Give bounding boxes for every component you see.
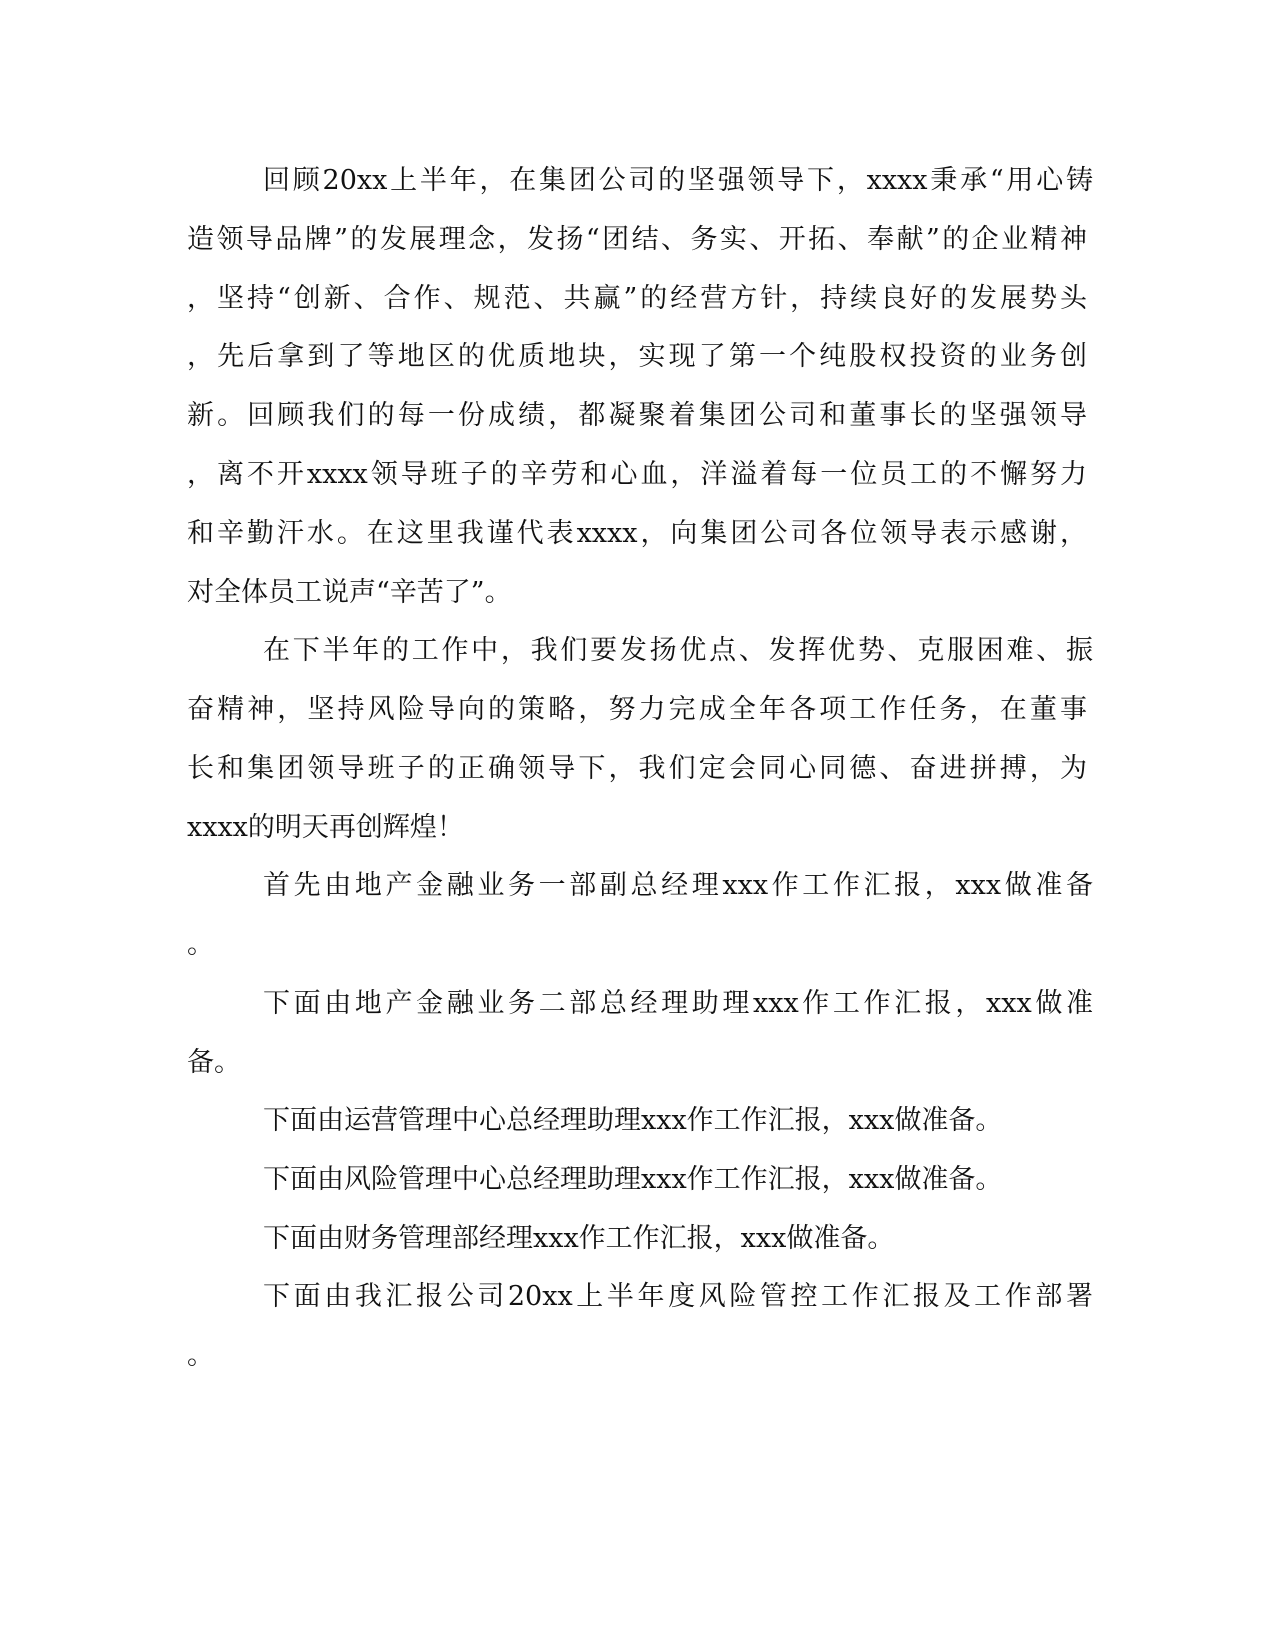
paragraph-1-line-4: ，先后拿到了等地区的优质地块，实现了第一个纯股权投资的业务创 (187, 341, 1087, 372)
paragraph-6-line-1: 下面由风险管理中心总经理助理xxx作工作汇报，xxx做准备。 (263, 1164, 1003, 1195)
paragraph-1-line-1: 回顾20xx上半年，在集团公司的坚强领导下，xxxx秉承“用心铸 (263, 165, 1093, 196)
paragraph-1-line-3: ，坚持“创新、合作、规范、共赢”的经营方针，持续良好的发展势头 (187, 283, 1087, 314)
paragraph-1-line-2: 造领导品牌”的发展理念，发扬“团结、务实、开拓、奉献”的企业精神 (187, 224, 1087, 255)
paragraph-4-line-2: 备。 (187, 1047, 241, 1078)
paragraph-2-line-4: xxxx的明天再创辉煌！ (187, 812, 464, 843)
paragraph-8-line-1: 下面由我汇报公司20xx上半年度风险管控工作汇报及工作部署 (263, 1281, 1093, 1312)
paragraph-7-line-1: 下面由财务管理部经理xxx作工作汇报，xxx做准备。 (263, 1223, 895, 1254)
paragraph-2-line-3: 长和集团领导班子的正确领导下，我们定会同心同德、奋进拼搏，为 (187, 753, 1087, 784)
paragraph-5-line-1: 下面由运营管理中心总经理助理xxx作工作汇报，xxx做准备。 (263, 1105, 1003, 1136)
paragraph-1-line-7: 和辛勤汗水。在这里我谨代表xxxx，向集团公司各位领导表示感谢， (187, 518, 1087, 549)
paragraph-3-line-2: 。 (187, 929, 214, 960)
paragraph-3-line-1: 首先由地产金融业务一部副总经理xxx作工作汇报，xxx做准备 (263, 870, 1093, 901)
paragraph-1-line-6: ，离不开xxxx领导班子的辛劳和心血，洋溢着每一位员工的不懈努力 (187, 459, 1087, 490)
paragraph-1-line-5: 新。回顾我们的每一份成绩，都凝聚着集团公司和董事长的坚强领导 (187, 400, 1087, 431)
paragraph-2-line-1: 在下半年的工作中，我们要发扬优点、发挥优势、克服困难、振 (263, 635, 1093, 666)
paragraph-4-line-1: 下面由地产金融业务二部总经理助理xxx作工作汇报，xxx做准 (263, 988, 1093, 1019)
paragraph-8-line-2: 。 (187, 1340, 214, 1371)
paragraph-2-line-2: 奋精神，坚持风险导向的策略，努力完成全年各项工作任务，在董事 (187, 694, 1087, 725)
paragraph-1-line-8: 对全体员工说声“辛苦了”。 (187, 577, 512, 608)
